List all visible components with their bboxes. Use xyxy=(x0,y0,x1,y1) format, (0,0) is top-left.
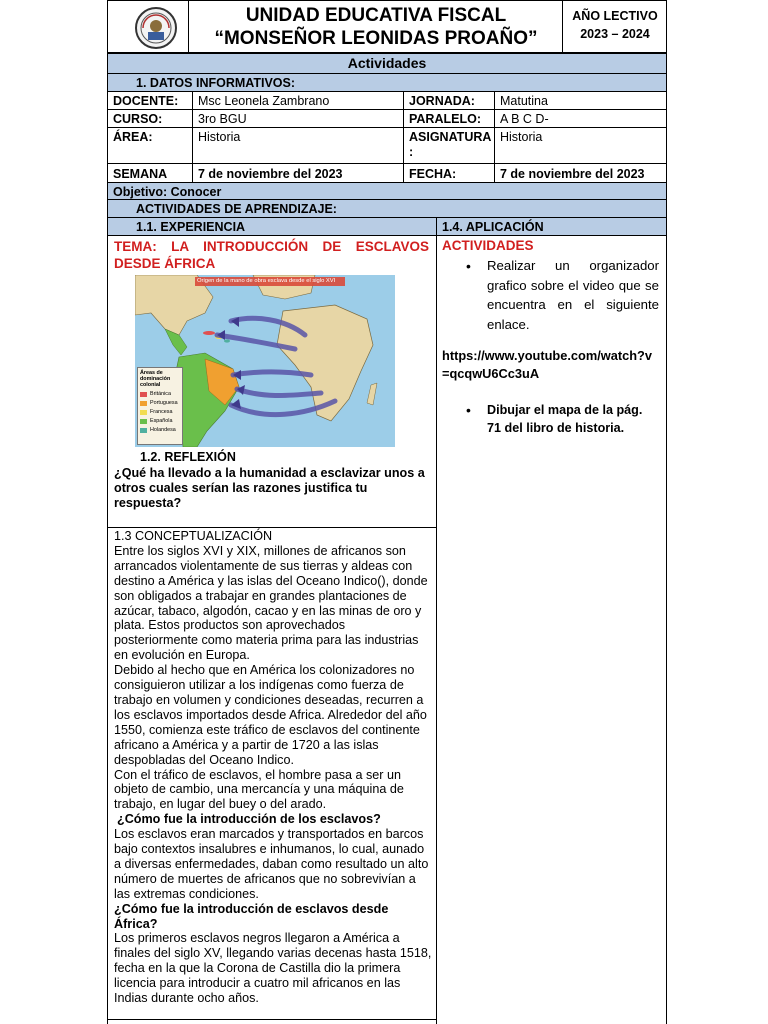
row-divider xyxy=(107,1019,437,1020)
paralelo-label: PARALELO: xyxy=(403,109,495,128)
legend-item xyxy=(138,399,182,408)
docente-label: DOCENTE: xyxy=(107,91,193,110)
school-logo xyxy=(135,7,177,49)
legend-swatch xyxy=(140,419,147,424)
reflexion-question: ¿Qué ha llevado a la humanidad a esclavizar unos a otros cuales serían las razones justifica tu respuesta? xyxy=(114,466,425,510)
legend-item xyxy=(138,417,182,426)
reflexion-heading: 1.2. REFLEXIÓN xyxy=(140,450,236,464)
asignatura-value: Historia xyxy=(494,127,667,164)
map-title: Origen de la mano de obra esclava desde el siglo XVI xyxy=(197,278,336,284)
legend-label: Francesa xyxy=(150,409,173,415)
header-divider xyxy=(188,0,189,53)
asignatura-label: ASIGNATURA xyxy=(409,130,492,144)
conceptualizacion xyxy=(114,529,432,1006)
conceptualizacion-p5: Los primeros esclavos negros llegaron a América a finales del siglo XV, llegando varias decenas hasta 1518, fecha en la que la Corona de Castilla dio la primera licencia para introducir a cuatro mil africanos en las Indias durante ocho años. xyxy=(114,931,432,1006)
asignatura-colon: : xyxy=(409,145,414,159)
experiencia-heading: 1.1. EXPERIENCIA xyxy=(107,217,437,236)
border-right xyxy=(666,235,667,1024)
bullet-icon: • xyxy=(466,402,471,418)
fecha-value: 7 de noviembre del 2023 xyxy=(494,163,667,183)
map-legend xyxy=(137,367,183,445)
semana-label: SEMANA xyxy=(107,163,193,183)
aplicacion-item1: Realizar un organizador grafico sobre el video que se encuentra en el siguiente enlace. xyxy=(487,258,659,332)
conceptualizacion-p3: Con el tráfico de esclavos, el hombre pasa a ser un objeto de cambio, una mercancía y una máquina de trabajo, en lugar del buey o del arado. xyxy=(114,767,404,812)
legend-item xyxy=(138,390,182,399)
aplicacion-item2: Dibujar el mapa de la pág. 71 del libro de historia. xyxy=(487,403,643,435)
legend-swatch xyxy=(140,428,147,433)
objetivo: Objetivo: Conocer xyxy=(107,182,667,200)
area-label: ÁREA: xyxy=(107,127,193,164)
aplicacion-heading: 1.4. APLICACIÓN xyxy=(436,217,667,236)
school-name: UNIDAD EDUCATIVA FISCAL xyxy=(245,5,507,26)
area-value: Historia xyxy=(192,127,404,164)
legend-item xyxy=(138,408,182,417)
conceptualizacion-heading: 1.3 CONCEPTUALIZACIÓN xyxy=(114,529,273,543)
conceptualizacion-p2: Debido al hecho que en América los colonizadores no consiguieron utilizar a los indígenas como fuerza de trabajo en volumen y condiciones deseadas, recurren a los esclavos importados desde Africa. Alrededor del año 1550, comienza este tráfico de esclavos del continente africano a América y a partir de 1720 a las islas despobladas del Oceano Indico. xyxy=(114,663,427,767)
video-link[interactable]: https://www.youtube.com/watch?v=qcqwU6Cc3uA xyxy=(442,348,652,381)
year-value: 2023 – 2024 xyxy=(580,27,650,41)
asignatura-label-cell xyxy=(403,127,495,164)
legend-swatch xyxy=(140,401,147,406)
legend-label: Holandesa xyxy=(150,427,176,433)
legend-title: Áreas de dominación colonial xyxy=(140,370,171,388)
tema-title: TEMA: LA INTRODUCCIÓN DE ESCLAVOS DESDE ÁFRICA xyxy=(114,239,429,271)
legend-label: Portuguesa xyxy=(150,400,178,406)
school-name-sub: “MONSEÑOR LEONIDAS PROAÑO” xyxy=(214,28,538,49)
paralelo-value: A B C D- xyxy=(494,109,667,128)
actividades-aprendizaje-heading: ACTIVIDADES DE APRENDIZAJE: xyxy=(107,199,667,218)
row-divider xyxy=(107,527,437,528)
bullet-icon: • xyxy=(466,258,471,274)
legend-item xyxy=(138,426,182,435)
border-mid xyxy=(436,235,437,1024)
docente-value: Msc Leonela Zambrano xyxy=(192,91,404,110)
curso-value: 3ro BGU xyxy=(192,109,404,128)
conceptualizacion-p1: Entre los siglos XVI y XIX, millones de africanos son arrancados violentamente de sus tierras y aldeas con destino a América y las islas del Oceano Indico(), donde son obligados a trabajar en grandes plantaciones de azúcar, tabaco, algodón, cacao y en las minas de oro y plata. Estos productos son aprovechados posteriormente como materia prima para las industrias en evolución en Europa. xyxy=(114,543,428,663)
year-label: AÑO LECTIVO xyxy=(572,9,658,23)
legend-label: Española xyxy=(150,418,173,424)
actividades-heading: ACTIVIDADES xyxy=(442,238,534,253)
fecha-label: FECHA: xyxy=(403,163,495,183)
conceptualizacion-p4: Los esclavos eran marcados y transportados en barcos bajo contextos insalubres e inhumanos, lo cual, aunado a diversas enfermedades, daban como resultado un alto número de muertes de africanos que no sobrevivían a las extremas condiciones. xyxy=(114,827,429,901)
jornada-label: JORNADA: xyxy=(403,91,495,110)
border-left xyxy=(107,235,108,1024)
legend-swatch xyxy=(140,392,147,397)
section-title: Actividades xyxy=(107,53,667,74)
conceptualizacion-q1: ¿Cómo fue la introducción de los esclavos? xyxy=(117,812,381,827)
legend-label: Británica xyxy=(150,391,171,397)
conceptualizacion-q2: ¿Cómo fue la introducción de esclavos desde África? xyxy=(114,901,389,931)
legend-swatch xyxy=(140,410,147,415)
slave-trade-map xyxy=(135,275,395,447)
jornada-value: Matutina xyxy=(494,91,667,110)
semana-value: 7 de noviembre del 2023 xyxy=(192,163,404,183)
datos-heading: 1. DATOS INFORMATIVOS: xyxy=(107,73,667,92)
curso-label: CURSO: xyxy=(107,109,193,128)
